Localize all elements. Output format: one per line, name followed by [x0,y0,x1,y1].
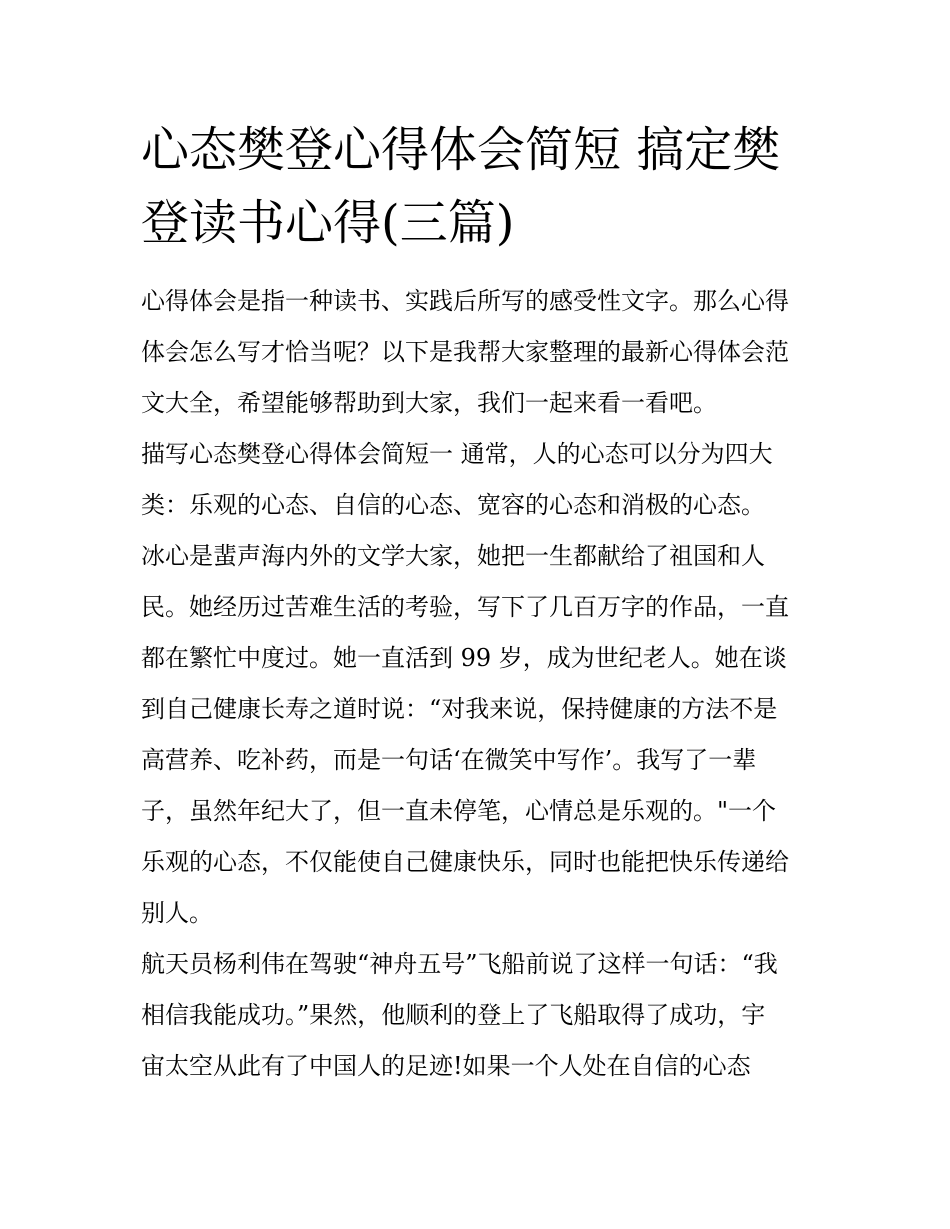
body-line: 航天员杨利伟在驾驶“神舟五号”飞船前说了这样一句话：“我 [141,950,778,978]
body-line: 心得体会是指一种读书、实践后所写的感受性文字。那么心得 [141,287,789,315]
body-line: 类：乐观的心态、自信的心态、宽容的心态和消极的心态。 [141,491,765,519]
body-line: 都在繁忙中度过。她一直活到 99 岁，成为世纪老人。她在谈 [141,644,787,672]
body-line: 宙太空从此有了中国人的足迹!如果一个人处在自信的心态 [141,1052,751,1080]
body-line: 体会怎么写才恰当呢？以下是我帮大家整理的最新心得体会范 [141,338,789,366]
document-body [141,276,841,1092]
title-line: 登读书心得(三篇) [141,195,515,251]
body-line: 乐观的心态，不仅能使自己健康快乐，同时也能把快乐传递给 [141,848,789,876]
body-line: 别人。 [141,899,213,927]
body-line: 子，虽然年纪大了，但一直未停笔，心情总是乐观的。"一个 [141,797,777,825]
body-line: 到自己健康长寿之道时说：“对我来说，保持健康的方法不是 [141,695,778,723]
body-line: 文大全，希望能够帮助到大家，我们一起来看一看吧。 [141,389,717,417]
body-line: 描写心态樊登心得体会简短一 通常，人的心态可以分为四大 [141,440,773,468]
body-line: 相信我能成功。”果然，他顺利的登上了飞船取得了成功，宇 [141,1001,766,1029]
body-line: 冰心是蜚声海内外的文学大家，她把一生都献给了祖国和人 [141,542,765,570]
body-line: 民。她经历过苦难生活的考验，写下了几百万字的作品，一直 [141,593,789,621]
document-title [141,114,841,260]
title-line: 心态樊登心得体会简短 搞定樊 [141,122,781,178]
body-line: 高营养、吃补药，而是一句话‘在微笑中写作’。我写了一辈 [141,746,757,774]
